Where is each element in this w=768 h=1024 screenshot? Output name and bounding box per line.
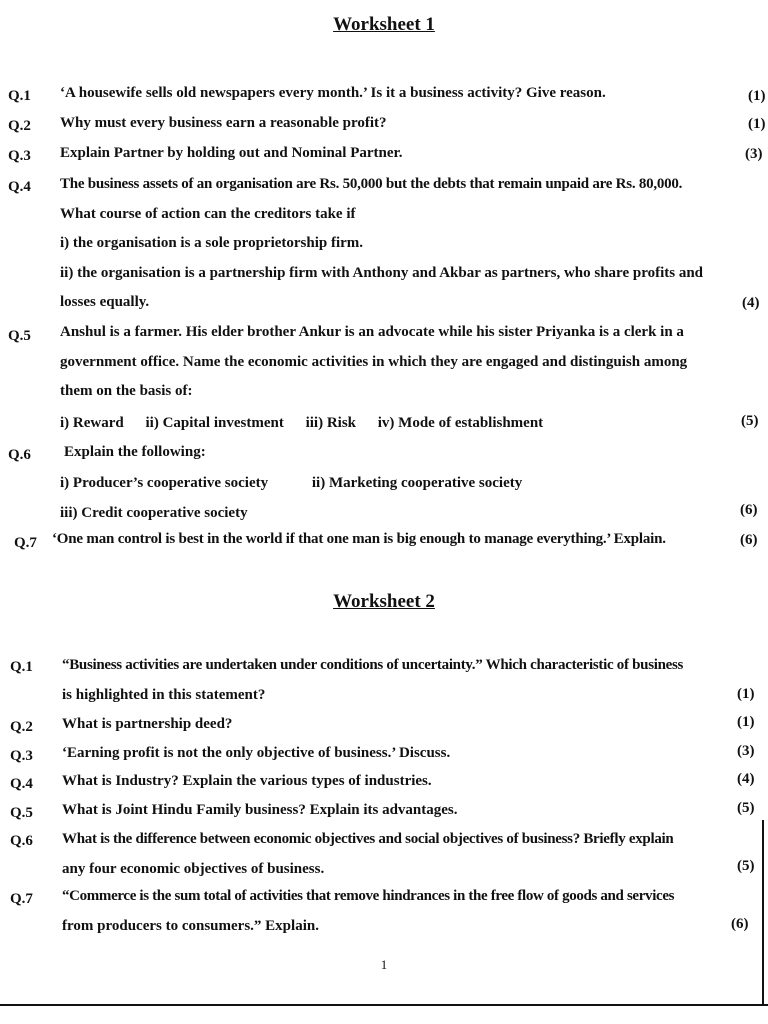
- ws1-q6-line: Explain the following:: [64, 444, 206, 460]
- ws1-q5-option: iii) Risk: [305, 415, 357, 431]
- ws1-q3-number: Q.3: [8, 148, 31, 164]
- ws2-q7-line: from producers to consumers.” Explain.: [62, 917, 319, 934]
- ws1-q3-marks: (3): [745, 146, 763, 162]
- ws1-q5-option: i) Reward: [60, 415, 124, 431]
- ws1-q2-marks: (1): [748, 116, 766, 132]
- ws1-q5-option: ii) Capital investment: [145, 415, 284, 431]
- ws1-q4-line: ii) the organisation is a partnership firm with Anthony and Akbar as partners, who share profits and: [60, 264, 704, 281]
- ws1-q5-line: government office. Name the economic activities in which they are engaged and distinguish among: [60, 353, 688, 370]
- ws2-q2-number: Q.2: [10, 719, 33, 735]
- ws1-q5-line: them on the basis of:: [60, 383, 193, 399]
- ws1-q4-marks: (4): [742, 295, 760, 311]
- ws2-q7-marks: (6): [731, 916, 749, 932]
- bottom-border: [0, 1004, 768, 1006]
- ws1-q6-number: Q.6: [8, 447, 31, 463]
- ws1-q4-text: [60, 170, 703, 318]
- ws2-q1-line: “Business activities are undertaken under conditions of uncertainty.” Which characteristic of business: [62, 657, 684, 673]
- ws1-q4-line: i) the organisation is a sole proprietorship firm.: [60, 235, 364, 251]
- ws1-q6-option-extra: iii) Credit cooperative society: [60, 505, 248, 521]
- ws2-q1-marks: (1): [737, 686, 755, 702]
- ws1-q3-text: [60, 139, 403, 169]
- ws1-q1-text: [60, 79, 606, 109]
- ws2-q2-line: What is partnership deed?: [62, 716, 233, 732]
- ws1-q5-number: Q.5: [8, 328, 31, 344]
- ws1-q4-number: Q.4: [8, 179, 31, 195]
- ws2-q6-line: What is the difference between economic objectives and social objectives of business? Briefly explain: [62, 831, 674, 847]
- worksheet2-title: Worksheet 2: [333, 591, 435, 612]
- ws1-q1-number: Q.1: [8, 88, 31, 104]
- ws1-q4-line: The business assets of an organisation are Rs. 50,000 but the debts that remain unpaid are Rs. 80,000.: [60, 176, 683, 192]
- ws1-q5-marks: (5): [741, 413, 759, 429]
- ws1-q6-marks: (6): [740, 502, 758, 518]
- ws1-q5-text: [60, 318, 687, 407]
- ws2-q5-line: What is Joint Hindu Family business? Explain its advantages.: [62, 802, 458, 818]
- ws1-q6-text: [64, 438, 206, 468]
- ws2-q1-number: Q.1: [10, 659, 33, 675]
- ws2-q6-line: any four economic objectives of business.: [62, 860, 325, 877]
- ws2-q5-number: Q.5: [10, 805, 33, 821]
- ws1-q1-line: ‘A housewife sells old newspapers every month.’ Is it a business activity? Give reason.: [60, 85, 606, 101]
- ws2-q1-line: is highlighted in this statement?: [62, 686, 266, 703]
- ws1-q7-marks: (6): [740, 532, 758, 548]
- ws1-q5-options: [60, 415, 561, 432]
- ws2-q5-text: [62, 796, 458, 826]
- ws1-q2-line: Why must every business earn a reasonable profit?: [60, 115, 387, 131]
- ws1-q1-marks: (1): [748, 88, 766, 104]
- ws1-q6-option: i) Producer’s cooperative society: [60, 475, 269, 491]
- ws2-q4-line: What is Industry? Explain the various types of industries.: [62, 773, 432, 789]
- ws1-q5-option: iv) Mode of establishment: [377, 415, 544, 431]
- ws1-q5-line: Anshul is a farmer. His elder brother Ankur is an advocate while his sister Priyanka is a clerk in a: [60, 324, 684, 340]
- ws2-q7-text: [62, 882, 674, 941]
- ws2-q4-text: [62, 767, 432, 797]
- ws2-q7-number: Q.7: [10, 891, 33, 907]
- ws1-q2-text: [60, 109, 387, 139]
- page-number: 1: [380, 957, 388, 972]
- ws2-q2-marks: (1): [737, 714, 755, 730]
- right-border: [762, 820, 764, 1006]
- worksheet1-title: Worksheet 1: [333, 14, 435, 35]
- ws1-q7-number: Q.7: [14, 535, 37, 551]
- ws2-q6-marks: (5): [737, 858, 755, 874]
- ws1-q4-line: What course of action can the creditors take if: [60, 205, 356, 222]
- ws2-q6-text: [62, 825, 673, 884]
- ws2-q3-text: [62, 739, 450, 769]
- ws2-q3-line: ‘Earning profit is not the only objective of business.’ Discuss.: [62, 745, 451, 761]
- ws2-q5-marks: (5): [737, 800, 755, 816]
- ws1-q2-number: Q.2: [8, 118, 31, 134]
- ws1-q4-line: losses equally.: [60, 294, 150, 310]
- ws1-q3-line: Explain Partner by holding out and Nominal Partner.: [60, 145, 403, 161]
- ws1-q7-line: ‘One man control is best in the world if that one man is big enough to manage everything.’ Explain.: [52, 531, 666, 547]
- ws2-q6-number: Q.6: [10, 833, 33, 849]
- ws2-q7-line: “Commerce is the sum total of activities that remove hindrances in the free flow of goods and services: [62, 888, 675, 904]
- ws2-q4-number: Q.4: [10, 776, 33, 792]
- ws1-q6-options: [60, 475, 540, 492]
- ws1-q6-option: ii) Marketing cooperative society: [311, 475, 523, 491]
- ws2-q3-number: Q.3: [10, 748, 33, 764]
- ws1-q7-text: [52, 525, 666, 555]
- ws2-q2-text: [62, 710, 232, 740]
- ws2-q4-marks: (4): [737, 771, 755, 787]
- ws2-q3-marks: (3): [737, 743, 755, 759]
- ws2-q1-text: [62, 651, 683, 710]
